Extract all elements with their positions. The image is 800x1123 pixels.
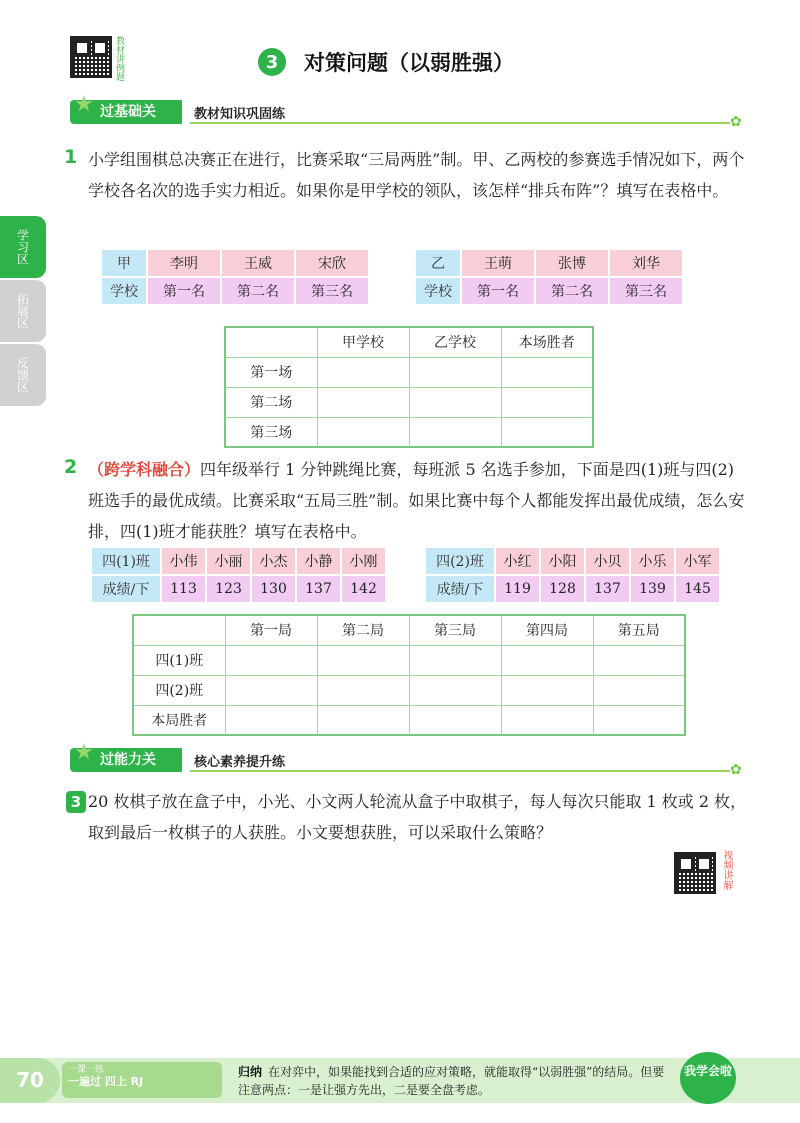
tab-feedback[interactable]: 反馈区 bbox=[0, 344, 46, 406]
score-label: 成绩/下 bbox=[425, 575, 495, 603]
qr-code-icon[interactable] bbox=[70, 36, 112, 78]
player-score: 119 bbox=[495, 575, 540, 603]
player-rank: 第一名 bbox=[461, 277, 535, 305]
player-score: 123 bbox=[206, 575, 251, 603]
answer-cell[interactable] bbox=[225, 645, 317, 675]
note-title: 归纳 bbox=[238, 1065, 263, 1079]
score-label: 成绩/下 bbox=[91, 575, 161, 603]
school-a-table bbox=[100, 248, 370, 306]
note-text: 在对弈中，如果能找到合适的应对策略，就能取得“以弱胜强”的结局。但要注意两点：一是让强方先出，二是要全盘考虑。 bbox=[238, 1065, 665, 1097]
answer-cell[interactable] bbox=[317, 675, 409, 705]
player-score: 142 bbox=[341, 575, 386, 603]
answer-cell[interactable] bbox=[225, 705, 317, 735]
question-number: 1 bbox=[64, 146, 78, 168]
class1-table bbox=[90, 546, 387, 604]
answer-cell[interactable] bbox=[409, 387, 501, 417]
row-label: 第一场 bbox=[225, 357, 317, 387]
player-score: 145 bbox=[675, 575, 720, 603]
table-header: 第四局 bbox=[501, 615, 593, 645]
player-name: 小静 bbox=[296, 547, 341, 575]
player-name: 小红 bbox=[495, 547, 540, 575]
question-number: 2 bbox=[64, 456, 78, 478]
row-label: 本局胜者 bbox=[133, 705, 225, 735]
table-header: 甲学校 bbox=[317, 327, 409, 357]
player-rank: 第二名 bbox=[221, 277, 295, 305]
page-number: 70 bbox=[0, 1058, 60, 1103]
answer-cell[interactable] bbox=[593, 675, 685, 705]
player-name: 小杰 bbox=[251, 547, 296, 575]
answer-cell[interactable] bbox=[409, 417, 501, 447]
player-name: 小贝 bbox=[585, 547, 630, 575]
q2-answer-table bbox=[132, 614, 686, 736]
school-a-label: 甲 bbox=[101, 249, 147, 277]
section-bar-ability bbox=[70, 740, 742, 778]
player-name: 小伟 bbox=[161, 547, 206, 575]
qr-side-label: 教材讲例题 bbox=[114, 36, 124, 81]
answer-cell[interactable] bbox=[317, 417, 409, 447]
section-badge: ★ 过能力关 bbox=[70, 748, 182, 772]
class-label: 四(2)班 bbox=[425, 547, 495, 575]
player-name: 刘华 bbox=[609, 249, 683, 277]
tab-extend[interactable]: 拓展区 bbox=[0, 280, 46, 342]
player-name: 小乐 bbox=[630, 547, 675, 575]
player-score: 137 bbox=[585, 575, 630, 603]
side-tabs bbox=[0, 216, 46, 406]
class2-table bbox=[424, 546, 721, 604]
table-header: 乙学校 bbox=[409, 327, 501, 357]
answer-cell[interactable] bbox=[593, 645, 685, 675]
answer-cell[interactable] bbox=[409, 357, 501, 387]
player-name: 王威 bbox=[221, 249, 295, 277]
table-header: 第三局 bbox=[409, 615, 501, 645]
question-number: 3 bbox=[66, 791, 86, 813]
table-header bbox=[133, 615, 225, 645]
answer-cell[interactable] bbox=[409, 705, 501, 735]
player-rank: 第三名 bbox=[609, 277, 683, 305]
school-b-label2: 学校 bbox=[415, 277, 461, 305]
section-subtitle: 教材知识巩固练 bbox=[194, 107, 286, 122]
answer-cell[interactable] bbox=[501, 357, 593, 387]
question-text: 小学组围棋总决赛正在进行，比赛采取“三局两胜”制。甲、乙两校的参赛选手情况如下，两个学校各名次的选手实力相近。如果你是甲学校的领队，该怎样“排兵布阵”？填写在表格中。 bbox=[88, 150, 745, 200]
player-rank: 第三名 bbox=[295, 277, 369, 305]
table-header bbox=[225, 327, 317, 357]
table-header: 本场胜者 bbox=[501, 327, 593, 357]
answer-cell[interactable] bbox=[409, 675, 501, 705]
lesson-number: 3 bbox=[258, 48, 286, 76]
table-header: 第二局 bbox=[317, 615, 409, 645]
class-label: 四(1)班 bbox=[91, 547, 161, 575]
question-text: 20 枚棋子放在盒子中，小光、小文两人轮流从盒子中取棋子，每人每次只能取 1 枚或 2 枚，取到最后一枚棋子的人获胜。小文要想获胜，可以采取什么策略？ bbox=[88, 792, 747, 842]
player-score: 113 bbox=[161, 575, 206, 603]
learned-badge: 我学会啦 bbox=[680, 1052, 736, 1104]
player-name: 小刚 bbox=[341, 547, 386, 575]
tab-study[interactable]: 学习区 bbox=[0, 216, 46, 278]
player-name: 李明 bbox=[147, 249, 221, 277]
video-qr-icon[interactable] bbox=[674, 852, 716, 894]
row-label: 第三场 bbox=[225, 417, 317, 447]
video-label: 视频讲解 bbox=[721, 850, 732, 890]
answer-cell[interactable] bbox=[501, 705, 593, 735]
answer-cell[interactable] bbox=[501, 645, 593, 675]
q1-answer-table bbox=[224, 326, 594, 448]
brand-logo: 一课一练 一遍过 四上 RJ bbox=[62, 1062, 222, 1098]
answer-cell[interactable] bbox=[317, 645, 409, 675]
player-score: 137 bbox=[296, 575, 341, 603]
player-name: 小阳 bbox=[540, 547, 585, 575]
row-label: 四(2)班 bbox=[133, 675, 225, 705]
question-tag: （跨学科融合） bbox=[88, 460, 201, 479]
section-divider bbox=[190, 770, 730, 772]
page-title: 对策问题（以弱胜强） bbox=[304, 51, 514, 75]
row-label: 第二场 bbox=[225, 387, 317, 417]
table-header: 第一局 bbox=[225, 615, 317, 645]
section-bar-basic bbox=[70, 92, 742, 130]
row-label: 四(1)班 bbox=[133, 645, 225, 675]
answer-cell[interactable] bbox=[317, 357, 409, 387]
question-text: （跨学科融合）四年级举行 1 分钟跳绳比赛，每班派 5 名选手参加，下面是四(1)班与四(2)班选手的最优成绩。比赛采取“五局三胜”制。如果比赛中每个人都能发挥出最优成绩，怎么安排，四(1)班才能获胜？填写在表格中。 bbox=[88, 460, 745, 541]
school-a-label2: 学校 bbox=[101, 277, 147, 305]
player-name: 小军 bbox=[675, 547, 720, 575]
table-header: 第五局 bbox=[593, 615, 685, 645]
player-rank: 第二名 bbox=[535, 277, 609, 305]
flower-icon: ✿ bbox=[730, 114, 742, 130]
player-score: 139 bbox=[630, 575, 675, 603]
section-divider bbox=[190, 122, 730, 124]
answer-cell[interactable] bbox=[593, 705, 685, 735]
answer-cell[interactable] bbox=[501, 675, 593, 705]
player-rank: 第一名 bbox=[147, 277, 221, 305]
player-name: 王萌 bbox=[461, 249, 535, 277]
section-subtitle: 核心素养提升练 bbox=[194, 755, 286, 770]
answer-cell[interactable] bbox=[409, 645, 501, 675]
player-score: 130 bbox=[251, 575, 296, 603]
answer-cell[interactable] bbox=[317, 705, 409, 735]
answer-cell[interactable] bbox=[501, 387, 593, 417]
player-score: 128 bbox=[540, 575, 585, 603]
school-b-table bbox=[414, 248, 684, 306]
star-icon: ★ bbox=[74, 92, 94, 117]
player-name: 小丽 bbox=[206, 547, 251, 575]
section-badge: ★ 过基础关 bbox=[70, 100, 182, 124]
star-icon: ★ bbox=[74, 740, 94, 765]
answer-cell[interactable] bbox=[501, 417, 593, 447]
answer-cell[interactable] bbox=[225, 675, 317, 705]
school-b-label: 乙 bbox=[415, 249, 461, 277]
answer-cell[interactable] bbox=[317, 387, 409, 417]
player-name: 张博 bbox=[535, 249, 609, 277]
flower-icon: ✿ bbox=[730, 762, 742, 778]
player-name: 宋欣 bbox=[295, 249, 369, 277]
summary-note bbox=[238, 1063, 668, 1099]
